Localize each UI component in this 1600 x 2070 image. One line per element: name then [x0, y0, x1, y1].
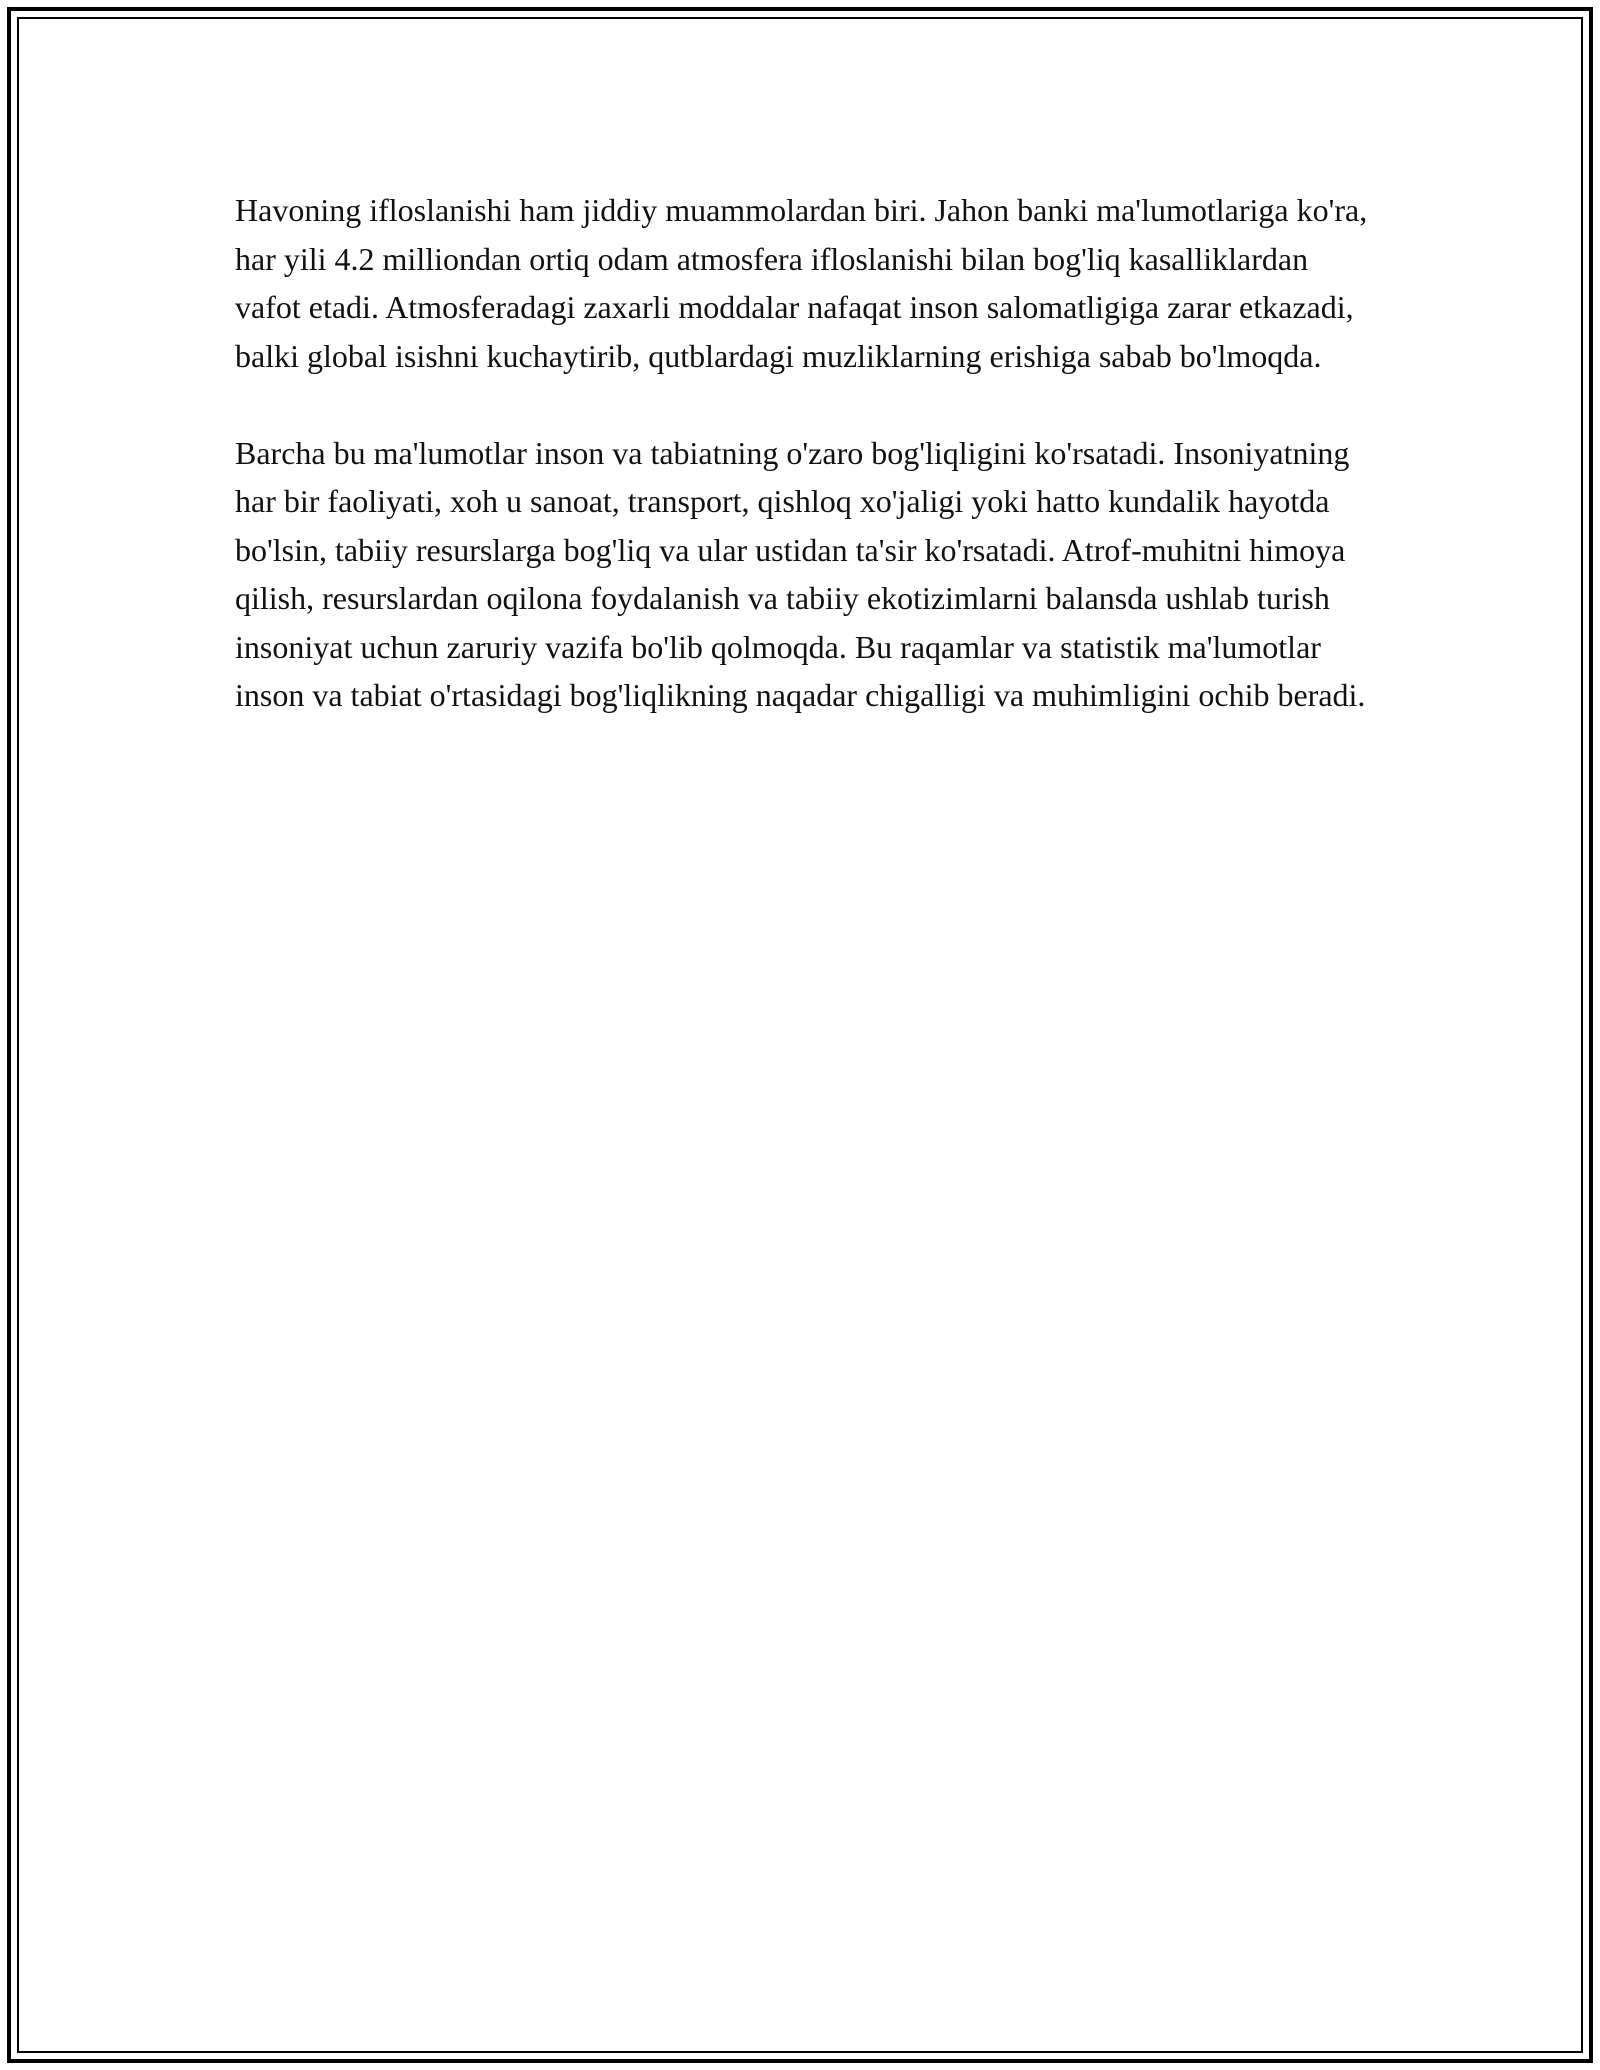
paragraph-human-nature: Barcha bu ma'lumotlar inson va tabiatning o'zaro bog'liqligini ko'rsatadi. Insoniyatning har bir faoliyati, xoh u sanoat, transport, qishloq xo'jaligi yoki hatto kundalik hayotda bo'lsin, tabiiy resurslarga bog'liq va ular ustidan ta'sir ko'rsatadi. Atrof-muhitni himoya qilish, resurslardan oqilona foydalanish va tabiiy ekotizimlarni balansda ushlab turish insoniyat uchun zaruriy vazifa bo'lib qolmoqda. Bu raqamlar va statistik ma'lumotlar inson va tabiat o'rtasidagi bog'liqlikning naqadar chigalligi va muhimligini ochib beradi.: [235, 434, 1366, 713]
document-body: [235, 186, 1375, 720]
paragraph-air-pollution: Havoning ifloslanishi ham jiddiy muammolardan biri. Jahon banki ma'lumotlariga ko'ra, har yili 4.2 milliondan ortiq odam atmosfera ifloslanishi bilan bog'liq kasalliklardan vafot etadi. Atmosferadagi zaxarli moddalar nafaqat inson salomatligiga zarar etkazadi, balki global isishni kuchaytirib, qutblardagi muzliklarning erishiga sabab bo'lmoqda.: [235, 192, 1368, 374]
